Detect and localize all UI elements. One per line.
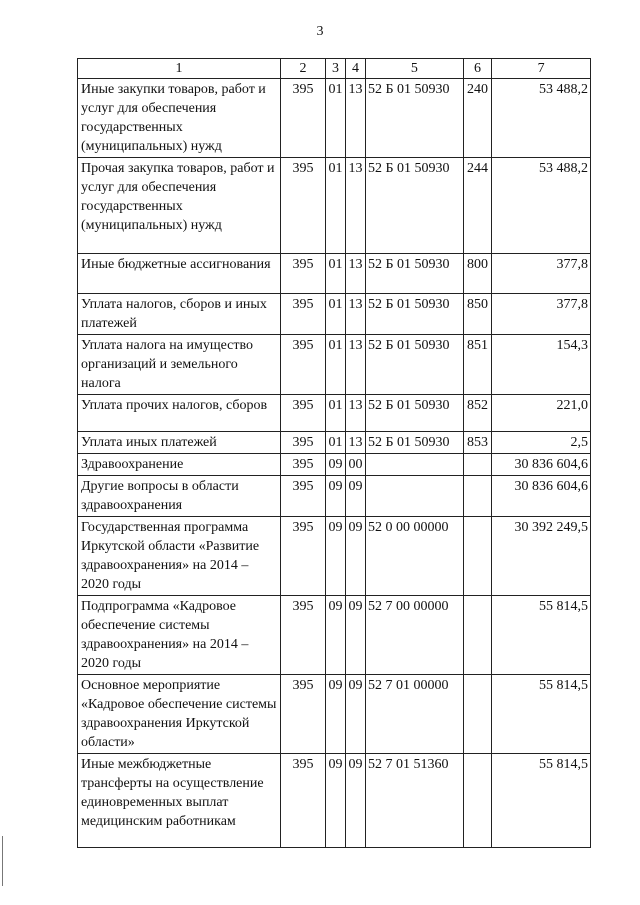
- row-name: Прочая закупка товаров, работ и услуг для обеспечения государственных (муниципальных) нужд: [78, 158, 281, 254]
- row-name: Уплата иных платежей: [78, 432, 281, 454]
- scan-edge-mark: [2, 836, 3, 886]
- row-subsection: 00: [346, 454, 366, 476]
- row-expense-type: 244: [463, 158, 491, 254]
- column-header: 5: [366, 59, 464, 79]
- row-subsection: 09: [346, 476, 366, 517]
- row-target-article: 52 Б 01 50930: [366, 335, 464, 395]
- table-row: [78, 754, 591, 848]
- row-name: Иные бюджетные ассигнования: [78, 254, 281, 294]
- row-expense-type: [463, 517, 491, 596]
- row-expense-type: 240: [463, 79, 491, 158]
- row-amount: 55 814,5: [492, 675, 591, 754]
- row-section: 09: [326, 454, 346, 476]
- row-subsection: 09: [346, 517, 366, 596]
- row-section: 01: [326, 294, 346, 335]
- row-target-article: [366, 454, 464, 476]
- row-amount: 55 814,5: [492, 754, 591, 848]
- row-name: Подпрограмма «Кадровое обеспечение системы здравоохранения» на 2014 – 2020 годы: [78, 596, 281, 675]
- row-expense-type: [463, 675, 491, 754]
- row-amount: 377,8: [492, 254, 591, 294]
- row-name: Основное мероприятие «Кадровое обеспечение системы здравоохранения Иркутской области»: [78, 675, 281, 754]
- column-header: 4: [346, 59, 366, 79]
- page-number: 3: [316, 24, 324, 39]
- row-name: Государственная программа Иркутской области «Развитие здравоохранения» на 2014 – 2020 годы: [78, 517, 281, 596]
- row-target-article: 52 Б 01 50930: [366, 395, 464, 432]
- table-row: [78, 294, 591, 335]
- row-amount: 30 836 604,6: [492, 454, 591, 476]
- row-grbs: 395: [280, 517, 325, 596]
- row-amount: 53 488,2: [492, 158, 591, 254]
- row-grbs: 395: [280, 476, 325, 517]
- table-row: [78, 158, 591, 254]
- row-grbs: 395: [280, 596, 325, 675]
- row-target-article: [366, 476, 464, 517]
- row-expense-type: [463, 454, 491, 476]
- row-subsection: 13: [346, 254, 366, 294]
- table-row: [78, 517, 591, 596]
- row-target-article: 52 0 00 00000: [366, 517, 464, 596]
- row-section: 01: [326, 254, 346, 294]
- row-name: Иные межбюджетные трансферты на осуществление единовременных выплат медицинским работникам: [78, 754, 281, 848]
- row-section: 01: [326, 432, 346, 454]
- row-target-article: 52 7 01 00000: [366, 675, 464, 754]
- row-subsection: 13: [346, 432, 366, 454]
- column-header: 6: [463, 59, 491, 79]
- row-expense-type: [463, 596, 491, 675]
- row-amount: 30 836 604,6: [492, 476, 591, 517]
- column-header: 7: [492, 59, 591, 79]
- row-section: 09: [326, 517, 346, 596]
- row-section: 01: [326, 79, 346, 158]
- row-expense-type: 800: [463, 254, 491, 294]
- row-amount: 154,3: [492, 335, 591, 395]
- row-amount: 53 488,2: [492, 79, 591, 158]
- table-header-row: [78, 59, 591, 79]
- row-target-article: 52 7 01 51360: [366, 754, 464, 848]
- row-target-article: 52 7 00 00000: [366, 596, 464, 675]
- row-target-article: 52 Б 01 50930: [366, 432, 464, 454]
- row-name: Уплата налогов, сборов и иных платежей: [78, 294, 281, 335]
- row-subsection: 13: [346, 79, 366, 158]
- row-subsection: 13: [346, 294, 366, 335]
- row-expense-type: 853: [463, 432, 491, 454]
- row-expense-type: [463, 754, 491, 848]
- row-subsection: 09: [346, 596, 366, 675]
- row-name: Здравоохранение: [78, 454, 281, 476]
- row-name: Иные закупки товаров, работ и услуг для обеспечения государственных (муниципальных) нужд: [78, 79, 281, 158]
- row-section: 01: [326, 335, 346, 395]
- row-grbs: 395: [280, 335, 325, 395]
- row-amount: 377,8: [492, 294, 591, 335]
- table-row: [78, 596, 591, 675]
- row-target-article: 52 Б 01 50930: [366, 158, 464, 254]
- table-row: [78, 79, 591, 158]
- row-grbs: 395: [280, 79, 325, 158]
- row-name: Другие вопросы в области здравоохранения: [78, 476, 281, 517]
- table-row: [78, 675, 591, 754]
- row-target-article: 52 Б 01 50930: [366, 79, 464, 158]
- column-header: 1: [78, 59, 281, 79]
- row-target-article: 52 Б 01 50930: [366, 294, 464, 335]
- row-section: 09: [326, 675, 346, 754]
- row-section: 01: [326, 395, 346, 432]
- row-grbs: 395: [280, 432, 325, 454]
- column-header: 3: [326, 59, 346, 79]
- row-amount: 55 814,5: [492, 596, 591, 675]
- row-subsection: 13: [346, 158, 366, 254]
- row-expense-type: 851: [463, 335, 491, 395]
- row-section: 01: [326, 158, 346, 254]
- table-row: [78, 395, 591, 432]
- row-expense-type: [463, 476, 491, 517]
- row-section: 09: [326, 754, 346, 848]
- row-subsection: 09: [346, 754, 366, 848]
- row-name: Уплата прочих налогов, сборов: [78, 395, 281, 432]
- row-grbs: 395: [280, 294, 325, 335]
- row-grbs: 395: [280, 254, 325, 294]
- row-grbs: 395: [280, 754, 325, 848]
- budget-table: [77, 58, 591, 848]
- row-section: 09: [326, 596, 346, 675]
- table-row: [78, 476, 591, 517]
- row-subsection: 09: [346, 675, 366, 754]
- row-amount: 2,5: [492, 432, 591, 454]
- row-grbs: 395: [280, 454, 325, 476]
- row-expense-type: 850: [463, 294, 491, 335]
- row-amount: 221,0: [492, 395, 591, 432]
- column-header: 2: [280, 59, 325, 79]
- row-subsection: 13: [346, 335, 366, 395]
- row-section: 09: [326, 476, 346, 517]
- table-row: [78, 335, 591, 395]
- table-row: [78, 254, 591, 294]
- row-grbs: 395: [280, 675, 325, 754]
- table-row: [78, 432, 591, 454]
- row-grbs: 395: [280, 158, 325, 254]
- row-subsection: 13: [346, 395, 366, 432]
- table-row: [78, 454, 591, 476]
- row-target-article: 52 Б 01 50930: [366, 254, 464, 294]
- row-name: Уплата налога на имущество организаций и земельного налога: [78, 335, 281, 395]
- row-amount: 30 392 249,5: [492, 517, 591, 596]
- row-grbs: 395: [280, 395, 325, 432]
- row-expense-type: 852: [463, 395, 491, 432]
